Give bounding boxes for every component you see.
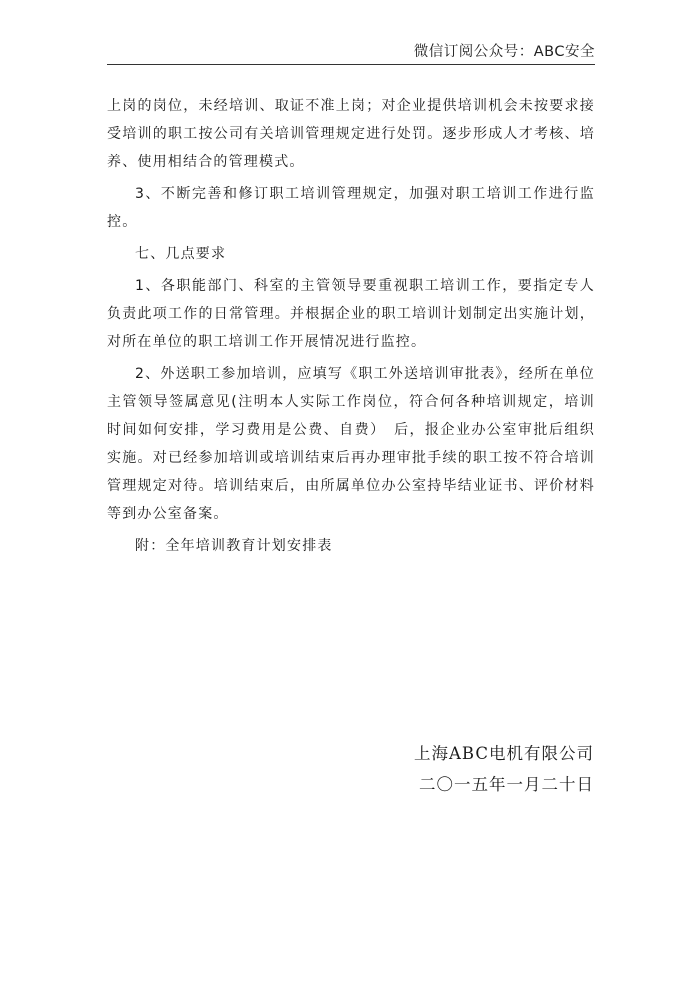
signature-date: 二〇一五年一月二十日 [419,775,594,794]
paragraph-attachment: 附：全年培训教育计划安排表 [135,538,333,554]
paragraph-requirement-1: 1、各职能部门、科室的主管领导要重视职工培训工作，要指定专人负责此项工作的日常管理。并根据企业的职工培训计划制定出实施计划，对所在单位的职工培训工作开展情况进行监控。 [107,278,595,350]
paragraph-item-3: 3、不断完善和修订职工培训管理规定，加强对职工培训工作进行监控。 [107,186,595,230]
document-body [107,92,595,564]
company-name: 上海ABC电机有限公司 [414,744,594,763]
signature-block [414,738,594,800]
paragraph-requirement-2: 2、外送职工参加培训，应填写《职工外送培训审批表》，经所在单位主管领导签属意见(注明本人实际工作岗位，符合何各种培训规定，培训时间如何安排，学习费用是公费、自费） 后，报企业办公室审批后组织实施。对已经参加培训或培训结束后再办理审批手续的职工按不符合培训管理规定对待。培训结束后，由所属单位办公室持毕结业证书、评价材料等到办公室备案。 [107,366,595,522]
section-heading-requirements: 七、几点要求 [135,246,227,262]
page-header [107,36,595,65]
paragraph-training-penalty: 上岗的岗位，未经培训、取证不准上岗；对企业提供培训机会未按要求接受培训的职工按公司有关培训管理规定进行处罚。逐步形成人才考核、培养、使用相结合的管理模式。 [107,98,595,170]
header-title: 微信订阅公众号：ABC安全 [413,44,595,60]
